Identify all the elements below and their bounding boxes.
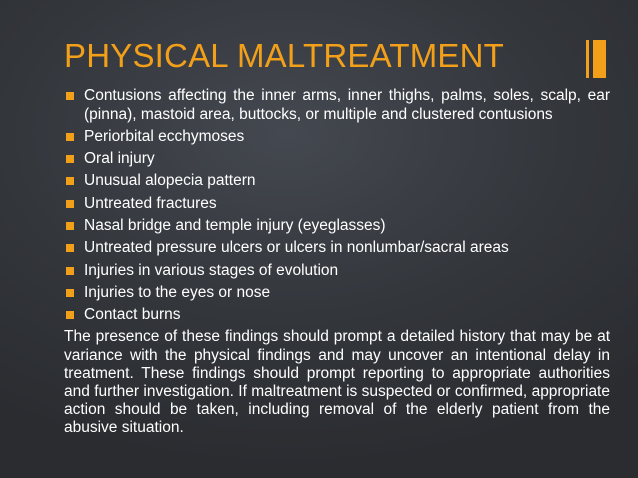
bullet-text: Periorbital ecchymoses xyxy=(84,127,245,145)
bullet-text: Untreated fractures xyxy=(84,194,217,212)
bullet-text: Unusual alopecia pattern xyxy=(84,172,256,190)
bullet-item xyxy=(64,128,610,147)
bullet-text: Nasal bridge and temple injury (eyeglasses) xyxy=(84,216,386,234)
bullet-text: Contact burns xyxy=(84,306,181,324)
square-bullet-icon xyxy=(66,267,74,275)
square-bullet-icon xyxy=(66,92,74,100)
square-bullet-icon xyxy=(66,155,74,163)
bullet-item xyxy=(64,150,610,169)
bullet-text: Injuries to the eyes or nose xyxy=(84,283,271,301)
square-bullet-icon xyxy=(66,177,74,185)
bullet-item xyxy=(64,262,610,281)
title-accent-bar-thick xyxy=(593,40,606,78)
bullet-item xyxy=(64,217,610,236)
square-bullet-icon xyxy=(66,289,74,297)
bullet-item xyxy=(64,239,610,258)
bullet-text: Injuries in various stages of evolution xyxy=(84,261,339,279)
bullet-text: Untreated pressure ulcers or ulcers in nonlumbar/sacral areas xyxy=(84,239,509,257)
bullet-text: Oral injury xyxy=(84,150,155,168)
slide-title: PHYSICAL MALTREATMENT xyxy=(64,37,504,74)
bullet-item xyxy=(64,87,610,124)
title-accent-bar-thin xyxy=(586,40,589,78)
square-bullet-icon xyxy=(66,133,74,141)
square-bullet-icon xyxy=(66,200,74,208)
bullet-item xyxy=(64,306,610,325)
slide-body xyxy=(64,87,610,438)
bullet-list xyxy=(64,87,610,325)
bullet-item xyxy=(64,172,610,191)
bullet-item xyxy=(64,284,610,303)
bullet-text: Contusions affecting the inner arms, inner thighs, palms, soles, scalp, ear (pinna), mastoid area, buttocks, or multiple and clustered contusions xyxy=(84,87,610,123)
bullet-item xyxy=(64,195,610,214)
square-bullet-icon xyxy=(66,222,74,230)
summary-paragraph: The presence of these findings should prompt a detailed history that may be at variance with the physical findings and may uncover an intentional delay in treatment. These findings should prompt reporting to appropriate authorities and further investigation. If maltreatment is suspected or confirmed, appropriate action should be taken, including removal of the elderly patient from the abusive situation. xyxy=(64,328,610,437)
square-bullet-icon xyxy=(66,244,74,252)
square-bullet-icon xyxy=(66,311,74,319)
